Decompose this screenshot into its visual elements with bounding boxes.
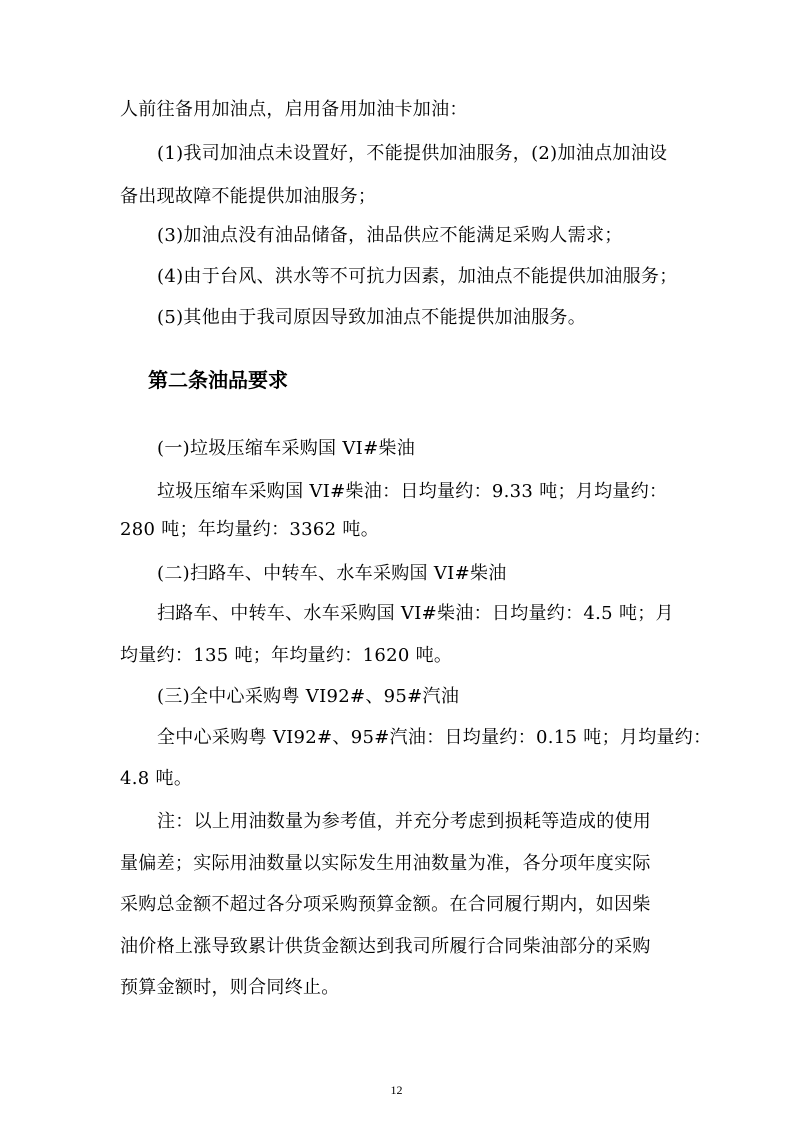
note-line-1: 注：以上用油数量为参考值，并充分考虑到损耗等造成的使用 xyxy=(157,811,652,832)
sub2-body-line-2: 均量约：135 吨；年均量约：1620 吨。 xyxy=(120,645,453,666)
condition-5: (5)其他由于我司原因导致加油点不能提供加油服务。 xyxy=(157,307,586,328)
section-heading: 第二条油品要求 xyxy=(148,368,288,392)
note-line-4: 油价格上涨导致累计供货金额达到我司所履行合同柴油部分的采购 xyxy=(120,936,651,957)
condition-1-line-2: 备出现故障不能提供加油服务； xyxy=(120,186,377,207)
sub1-body-line-2: 280 吨；年均量约：3362 吨。 xyxy=(120,519,380,540)
sub3-body-line-2: 4.8 吨。 xyxy=(120,768,193,789)
sub2-body-line-1: 扫路车、中转车、水车采购国 VI#柴油：日均量约：4.5 吨；月 xyxy=(157,603,674,624)
sub2-title: (二)扫路车、中转车、水车采购国 VI#柴油 xyxy=(157,563,507,584)
note-line-3: 采购总金额不超过各分项采购预算金额。在合同履行期内，如因柴 xyxy=(120,894,651,915)
sub1-body-line-1: 垃圾压缩车采购国 VI#柴油：日均量约：9.33 吨；月均量约： xyxy=(157,481,668,502)
condition-3: (3)加油点没有油品储备，油品供应不能满足采购人需求； xyxy=(157,225,623,246)
condition-1-line-1: (1)我司加油点未设置好，不能提供加油服务，(2)加油点加油设 xyxy=(157,143,668,164)
sub3-body-line-1: 全中心采购粤 VI92#、95#汽油：日均量约：0.15 吨；月均量约： xyxy=(157,727,712,748)
condition-4: (4)由于台风、洪水等不可抗力因素，加油点不能提供加油服务； xyxy=(157,266,678,287)
note-line-5: 预算金额时，则合同终止。 xyxy=(120,977,340,998)
sub1-title: (一)垃圾压缩车采购国 VI#柴油 xyxy=(157,438,416,459)
note-line-2: 量偏差；实际用油数量以实际发生用油数量为准，各分项年度实际 xyxy=(120,853,651,874)
page-number: 12 xyxy=(390,1083,403,1097)
intro-line: 人前往备用加油点，启用备用加油卡加油： xyxy=(120,99,468,120)
sub3-title: (三)全中心采购粤 VI92#、95#汽油 xyxy=(157,686,460,707)
